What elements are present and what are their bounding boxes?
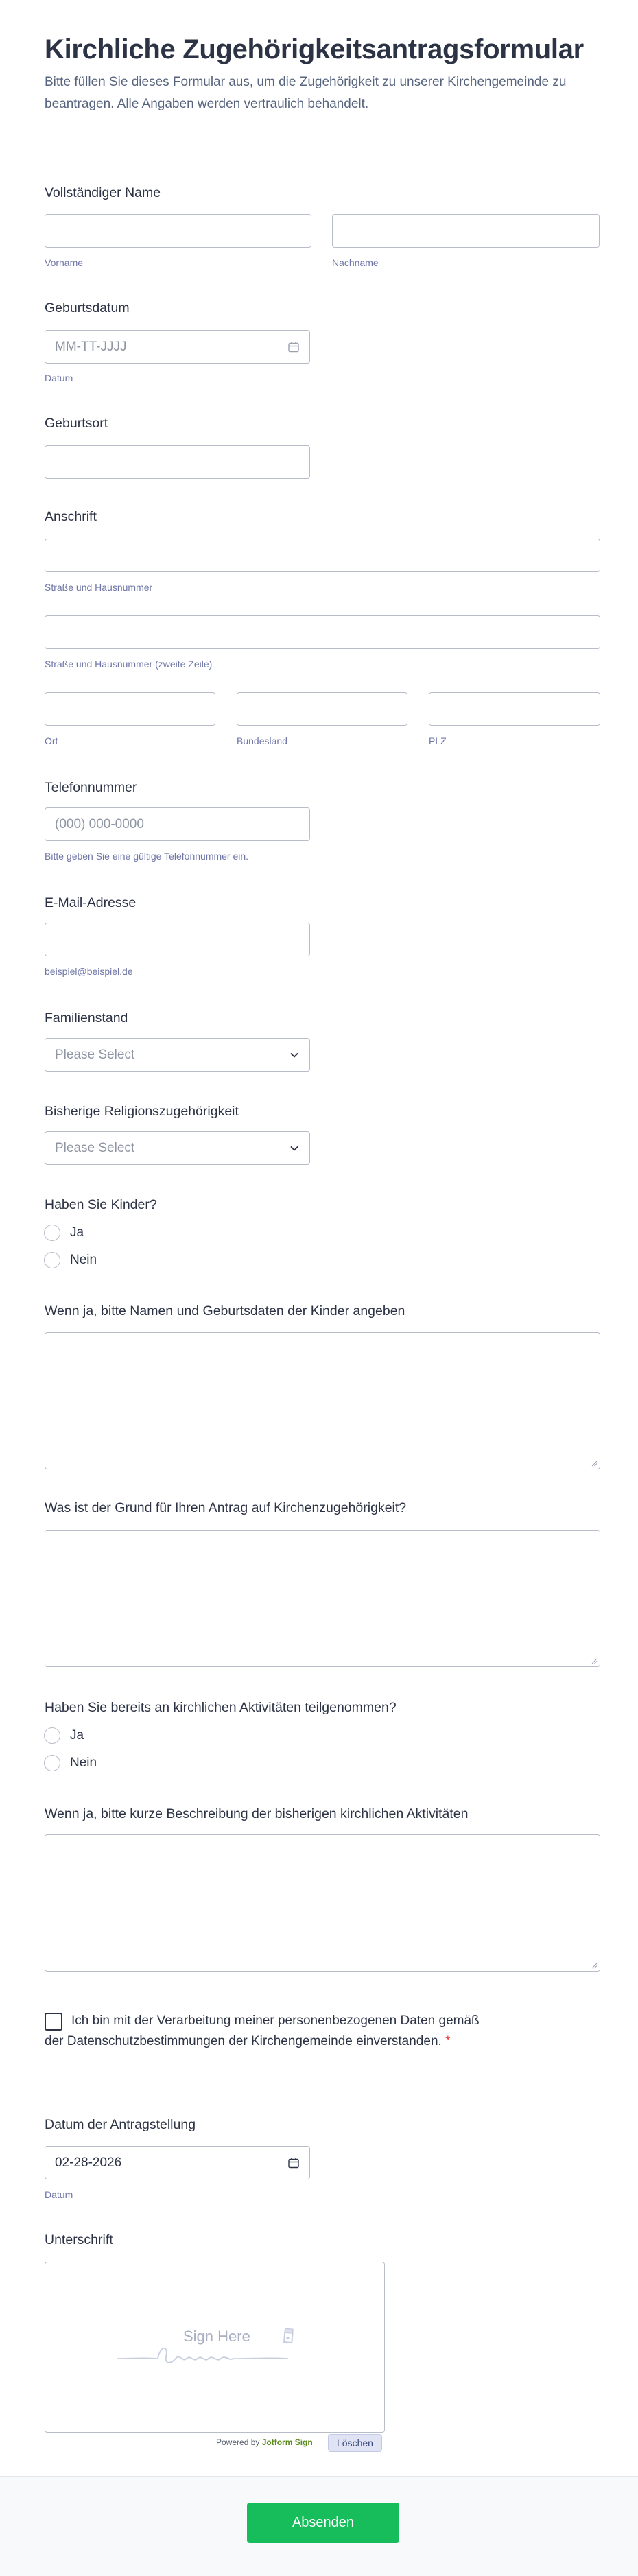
application-date-label: Datum der Antragstellung	[45, 2117, 196, 2132]
calendar-icon[interactable]	[287, 2157, 300, 2169]
activities-details-textarea[interactable]	[45, 1834, 600, 1972]
signature-scribble-icon	[117, 2324, 322, 2372]
birth-place-input[interactable]	[45, 445, 310, 479]
reason-label: Was ist der Grund für Ihren Antrag auf Kirchenzugehörigkeit?	[45, 1500, 407, 1515]
marital-status-label: Familienstand	[45, 1011, 128, 1026]
street-line2-input[interactable]	[45, 615, 600, 649]
children-label: Haben Sie Kinder?	[45, 1197, 157, 1212]
form-subtitle: Bitte füllen Sie dieses Formular aus, um die Zugehörigkeit zu unserer Kirchengemeinde zu beantragen. Alle Angaben werden vertraulich behandelt.	[45, 75, 567, 111]
chevron-down-icon	[289, 1050, 300, 1061]
submit-button[interactable]: Absenden	[247, 2503, 399, 2543]
state-sublabel: Bundesland	[237, 735, 287, 746]
signature-pad[interactable]	[45, 2262, 385, 2433]
zip-input[interactable]	[429, 692, 600, 726]
radio-label: Nein	[70, 1756, 97, 1770]
application-date-sublabel: Datum	[45, 2189, 73, 2200]
signature-hint: Sign Here	[183, 2328, 250, 2345]
reason-textarea[interactable]	[45, 1530, 600, 1667]
email-label: E-Mail-Adresse	[45, 895, 137, 910]
chevron-down-icon	[289, 1143, 300, 1154]
signature-label: Unterschrift	[45, 2232, 113, 2247]
radio-label: Ja	[70, 1225, 84, 1240]
marital-status-select[interactable]	[45, 1038, 310, 1072]
powered-brand-link[interactable]: Jotform Sign	[261, 2437, 313, 2447]
calendar-icon[interactable]	[287, 341, 300, 353]
birth-date-sublabel: Datum	[45, 373, 73, 383]
form-header	[0, 0, 638, 152]
children-option-nein[interactable]	[44, 1252, 97, 1268]
application-date-value: 02-28-2026	[55, 2155, 122, 2170]
marital-status-value: Please Select	[55, 1047, 135, 1062]
prior-religion-value: Please Select	[55, 1140, 135, 1155]
phone-input[interactable]	[45, 807, 310, 841]
email-input[interactable]	[45, 923, 310, 956]
first-name-sublabel: Vorname	[45, 257, 84, 268]
powered-by-text	[216, 2437, 313, 2447]
last-name-sublabel: Nachname	[332, 257, 379, 268]
activities-option-ja[interactable]	[44, 1727, 84, 1744]
consent-text: der Datenschutzbestimmungen der Kirchengemeinde einverstanden.	[45, 2034, 442, 2048]
children-details-textarea[interactable]	[45, 1332, 600, 1469]
consent-text-line2	[45, 2031, 450, 2053]
radio-button[interactable]	[44, 1225, 60, 1241]
birth-date-label: Geburtsdatum	[45, 300, 130, 316]
resize-handle-icon[interactable]	[591, 1460, 598, 1467]
phone-placeholder: (000) 000-0000	[55, 816, 144, 831]
full-name-label: Vollständiger Name	[45, 185, 161, 200]
children-details-label: Wenn ja, bitte Namen und Geburtsdaten der Kinder angeben	[45, 1303, 405, 1319]
first-name-input[interactable]	[45, 214, 311, 248]
required-mark: *	[445, 2034, 451, 2048]
consent-text-line1: Ich bin mit der Verarbeitung meiner personenbezogenen Daten gemäß	[71, 2013, 480, 2028]
zip-sublabel: PLZ	[429, 735, 447, 746]
address-label: Anschrift	[45, 509, 97, 524]
application-date-input[interactable]	[45, 2146, 310, 2179]
radio-button[interactable]	[44, 1727, 60, 1744]
birth-place-label: Geburtsort	[45, 416, 108, 431]
resize-handle-icon[interactable]	[591, 1962, 598, 1969]
powered-prefix: Powered by	[216, 2437, 260, 2447]
prior-religion-label: Bisherige Religionszugehörigkeit	[45, 1104, 239, 1119]
clear-signature-button[interactable]: Löschen	[328, 2434, 382, 2452]
activities-option-nein[interactable]	[44, 1755, 97, 1771]
street-sublabel: Straße und Hausnummer	[45, 582, 153, 593]
activities-details-label: Wenn ja, bitte kurze Beschreibung der bisherigen kirchlichen Aktivitäten	[45, 1806, 469, 1821]
radio-button[interactable]	[44, 1755, 60, 1771]
city-sublabel: Ort	[45, 735, 58, 746]
radio-button[interactable]	[44, 1252, 60, 1268]
radio-label: Nein	[70, 1253, 97, 1267]
activities-label: Haben Sie bereits an kirchlichen Aktivitäten teilgenommen?	[45, 1700, 397, 1715]
street-input[interactable]	[45, 539, 600, 572]
form-title: Kirchliche Zugehörigkeitsantragsformular	[45, 34, 584, 64]
birth-date-input[interactable]	[45, 330, 310, 364]
phone-label: Telefonnummer	[45, 780, 137, 795]
city-input[interactable]	[45, 692, 215, 726]
email-sublabel: beispiel@beispiel.de	[45, 966, 133, 977]
phone-sublabel: Bitte geben Sie eine gültige Telefonnummer ein.	[45, 851, 249, 862]
radio-label: Ja	[70, 1728, 84, 1742]
resize-handle-icon[interactable]	[591, 1657, 598, 1664]
state-input[interactable]	[237, 692, 407, 726]
prior-religion-select[interactable]	[45, 1131, 310, 1165]
consent-checkbox[interactable]	[45, 2013, 62, 2031]
last-name-input[interactable]	[332, 214, 600, 248]
birth-date-placeholder: MM-TT-JJJJ	[55, 339, 127, 354]
street-line2-sublabel: Straße und Hausnummer (zweite Zeile)	[45, 659, 213, 670]
children-option-ja[interactable]	[44, 1225, 84, 1241]
